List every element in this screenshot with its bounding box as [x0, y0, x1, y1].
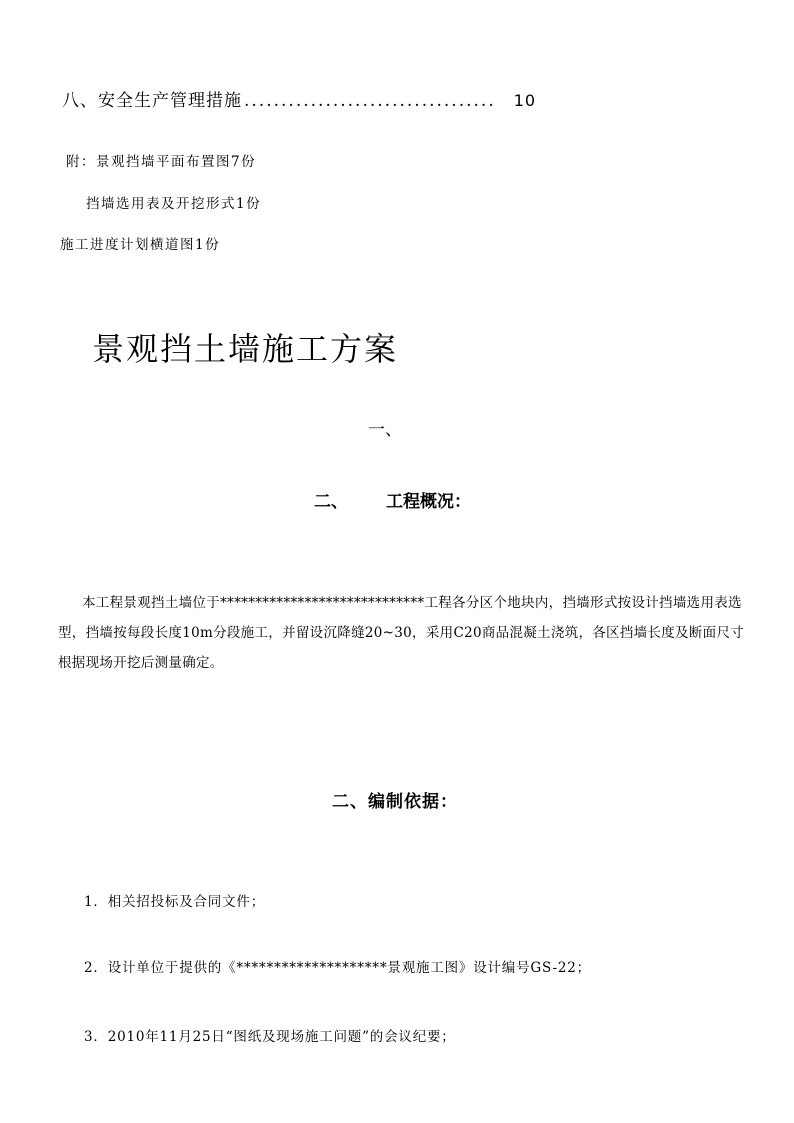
overview-text: 本工程景观挡土墙位于*****************************工程各分区个地块内，挡墙形式按设计挡墙选用表选型，挡墙按每段长度10m分段施工，并留设沉降缝20~30，采用C20商品混凝土浇筑，各区挡墙长度及断面尺寸根据现场开挖后测量确定。 — [58, 595, 745, 671]
basis-item-1: 1．相关招投标及合同文件； — [84, 894, 265, 910]
appendix-line-3: 施工进度计划横道图1份 — [60, 237, 221, 253]
basis-item-2: 2．设计单位于提供的《********************景观施工图》设计编号GS-22； — [84, 960, 591, 976]
section-overview-label: 工程概况： — [386, 492, 471, 512]
toc-page-number: 10 — [513, 91, 537, 110]
overview-paragraph — [58, 588, 748, 678]
section-basis-heading: 二、编制依据： — [332, 792, 458, 812]
toc-leader-dots: .................................. — [244, 91, 496, 111]
appendix-line-2: 挡墙选用表及开挖形式1份 — [86, 196, 262, 212]
document-title: 景观挡土墙施工方案 — [92, 330, 399, 368]
toc-entry-label: 八、安全生产管理措施 — [62, 91, 242, 111]
basis-item-3: 3．2010年11月25日“图纸及现场施工问题”的会议纪要； — [84, 1029, 456, 1045]
section-overview-heading — [314, 487, 471, 512]
toc-entry — [62, 86, 536, 111]
section-overview-number: 二、 — [314, 492, 348, 512]
section-one-heading: 一、 — [368, 420, 402, 440]
appendix-line-1: 附：景观挡墙平面布置图7份 — [66, 154, 257, 170]
